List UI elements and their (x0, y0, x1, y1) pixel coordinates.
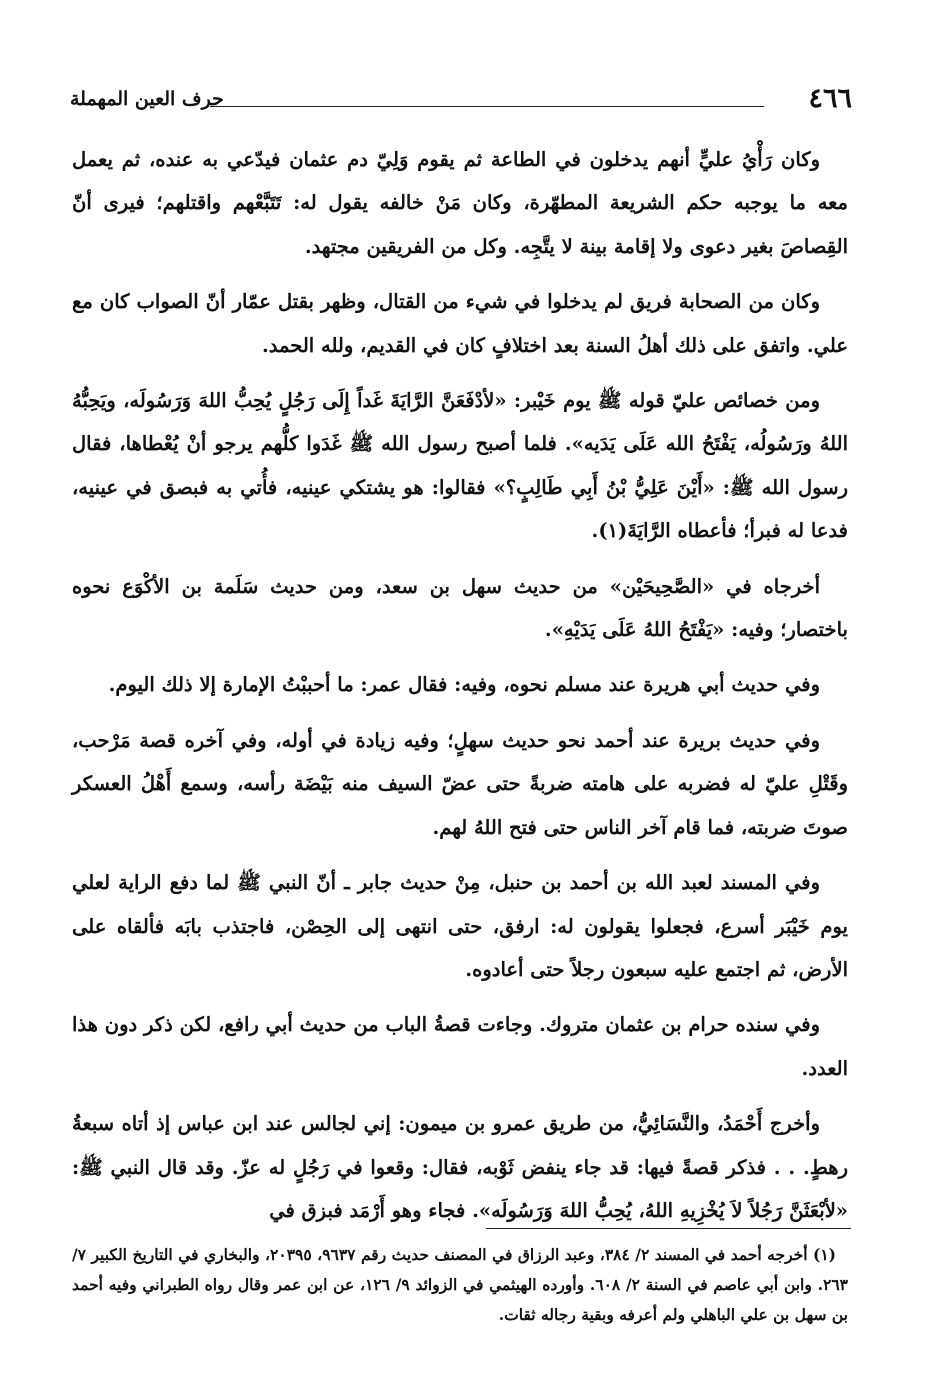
paragraph: وفي سنده حرام بن عثمان متروك. وجاءت قصةُ الباب من حديث أبي رافع، لكن ذكر دون هذا العدد. (72, 1013, 848, 1080)
paragraph: وأخرج أَحْمَدُ، والنَّسَائِيُّ، من طريق عمرو بن ميمون: إني لجالس عند ابن عباس إذ أتاه سبعةُ رهطٍ. . . فذكر قصةً فيها: قد جاء ينفض ثَوْبه، فقال: وقعوا في رَجُلٍ له عزّ. وقد قال النبي ﷺ: «لأبْعَثَنَّ رَجُلاً لاَ يُخْزِيهِ اللهُ، يُحِبُّ اللهَ وَرَسُولَه». فجاء وهو أَرْمَد فبزق في (72, 1112, 848, 1222)
paragraph: وكان رَأْيُ عليٍّ أنهم يدخلون في الطاعة ثم يقوم وَلِيّ دم عثمان فيدّعي به عنده، ثم يعمل معه ما يوجبه حكم الشريعة المطهّرة، وكان مَنْ خالفه يقول له: تَتَبَّعْهم واقتلهم؛ فيرى أنّ القِصاصَ بغير دعوى ولا إقامة بينة لا يتَّجِه. وكل من الفريقين مجتهد. (72, 148, 848, 258)
page-number: ٤٦٦ (808, 83, 852, 114)
page-header (70, 82, 852, 118)
paragraph: وفي حديث بريرة عند أحمد نحو حديث سهلٍ؛ وفيه زيادة في أوله، وفي آخره قصة مَرْحب، وقَتْلِ عليّ له فضربه على هامته ضربةً حتى عضّ السيف منه بَيْضَة رأسه، وسمع أَهْلُ العسكر صوتَ ضربته، فما قام آخر الناس حتى فتح اللهُ لهم. (72, 728, 848, 839)
paragraph: وفي حديث أبي هريرة عند مسلم نحوه، وفيه: فقال عمر: ما أحببْتُ الإمارة إلا ذلك اليوم. (108, 673, 820, 697)
footnote: (١) أخرجه أحمد في المسند ٢/ ٣٨٤، وعبد الرزاق في المصنف حديث رقم ٩٦٣٧، ٢٠٣٩٥، والبخاري في التاريخ الكبير ٧/ ٢٦٣. وابن أبي عاصم في السنة ٢/ ٦٠٨. وأورده الهيثمي في الزوائد ٩/ ١٢٦، عن ابن عمر وقال رواه الطبراني وفيه أحمد بن سهل بن علي الباهلي ولم أعرفه وبقية رجاله ثقات. (72, 1245, 848, 1324)
running-title: حرف العين المهملة (70, 88, 224, 110)
footnote-separator (486, 1228, 851, 1229)
paragraph: أخرجاه في «الصَّحِيحَيْن» من حديث سهل بن سعد، ومن حديث سَلَمة بن الأكْوَع نحوه باختصار؛ وفيه: «يَفْتَحُ اللهُ عَلَى يَدَيْهِ». (72, 574, 848, 642)
footnotes (72, 1240, 848, 1330)
main-text (72, 138, 848, 1244)
header-rule (210, 106, 764, 107)
paragraph: ومن خصائص عليّ قوله ﷺ يوم خَيْبر: «لأدْفَعَنَّ الرَّايَةَ غَداً إِلَى رَجُلٍ يُحِبُّ اللهَ وَرَسُولَه، ويَحِبُّهُ اللهُ ورَسُولُه، يَفْتَحُ الله عَلَى يَدَيه». فلما أصبح رسول الله ﷺ غَدَوا كلُّهم يرجو أنْ يُعْطاها، فقال رسول الله ﷺ: «أَيْنَ عَلِيُّ بْنُ أَبِي طَالِبٍ؟» فقالوا: هو يشتكي عينيه، فأُتي به فبصق في عينيه، فدعا له فبرأ؛ فأعطاه الرَّايَةَ(١). (72, 389, 848, 543)
paragraph: وكان من الصحابة فريق لم يدخلوا في شيء من القتال، وظهر بقتل عمّار أنّ الصواب كان مع علي. واتفق على ذلك أهلُ السنة بعد اختلافٍ كان في القديم، ولله الحمد. (72, 290, 848, 357)
paragraph: وفي المسند لعبد الله بن أحمد بن حنبل، مِنْ حديث جابر ـ أنّ النبي ﷺ لما دفع الراية لعلي يوم خَيْبَر أسرع، فجعلوا يقولون له: ارفق، حتى انتهى إلى الحِصْن، فاجتذب بابَه فألقاه على الأرض، ثم اجتمع عليه سبعون رجلاً حتى أعادوه. (72, 871, 848, 981)
